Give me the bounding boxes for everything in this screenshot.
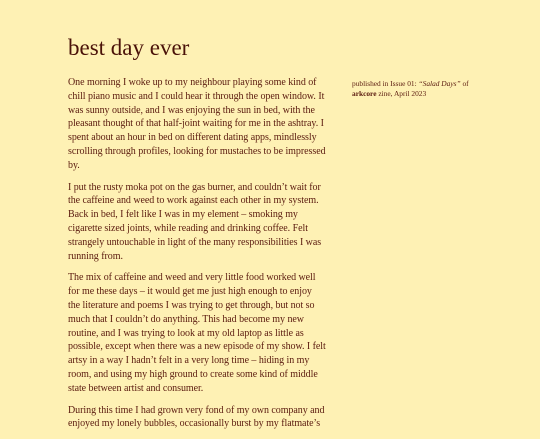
publication-name: arkcore bbox=[352, 89, 377, 98]
publication-note bbox=[352, 79, 512, 99]
publication-prefix: published in Issue 01: bbox=[352, 79, 419, 88]
article-paragraph: One morning I woke up to my neighbour playing some kind of chill piano music and I could hear it through the open window. It was sunny outside, and I was enjoying the sun in bed, with the pleasant thought of that half-joint waiting for me in the ashtray. I spent about an hour in bed on different dating apps, mindlessly scrolling through profiles, looking for mustaches to be impressed by. bbox=[68, 77, 326, 171]
page-title: best day ever bbox=[68, 35, 190, 60]
publication-of: of bbox=[460, 79, 469, 88]
article-paragraph: During this time I had grown very fond of my own company and enjoyed my lonely bubbles, occasionally burst by my flatmate’s bbox=[68, 404, 325, 430]
article-paragraph: The mix of caffeine and weed and very little food worked well for me these days – it would get me just high enough to enjoy the literature and poems I was trying to get through, but not so much that I couldn’t do anything. This had become my new routine, and I was trying to look at my old laptop as little as possible, except when there was a new episode of my show. I felt artsy in a way I hadn’t felt in a very long time – hiding in my room, and using my high ground to create some kind of middle state between artist and consumer. bbox=[68, 272, 326, 394]
publication-suffix: zine, April 2023 bbox=[376, 89, 427, 98]
article-paragraph: I put the rusty moka pot on the gas burner, and couldn’t wait for the caffeine and weed to work against each other in my system. Back in bed, I felt like I was in my element – smoking my cigarette sized joints, while reading and drinking coffee. Felt strangely untouchable in light of the many responsibilities I was running from. bbox=[68, 181, 322, 262]
article-body bbox=[68, 76, 326, 439]
issue-title: “Salad Days” bbox=[418, 79, 461, 88]
